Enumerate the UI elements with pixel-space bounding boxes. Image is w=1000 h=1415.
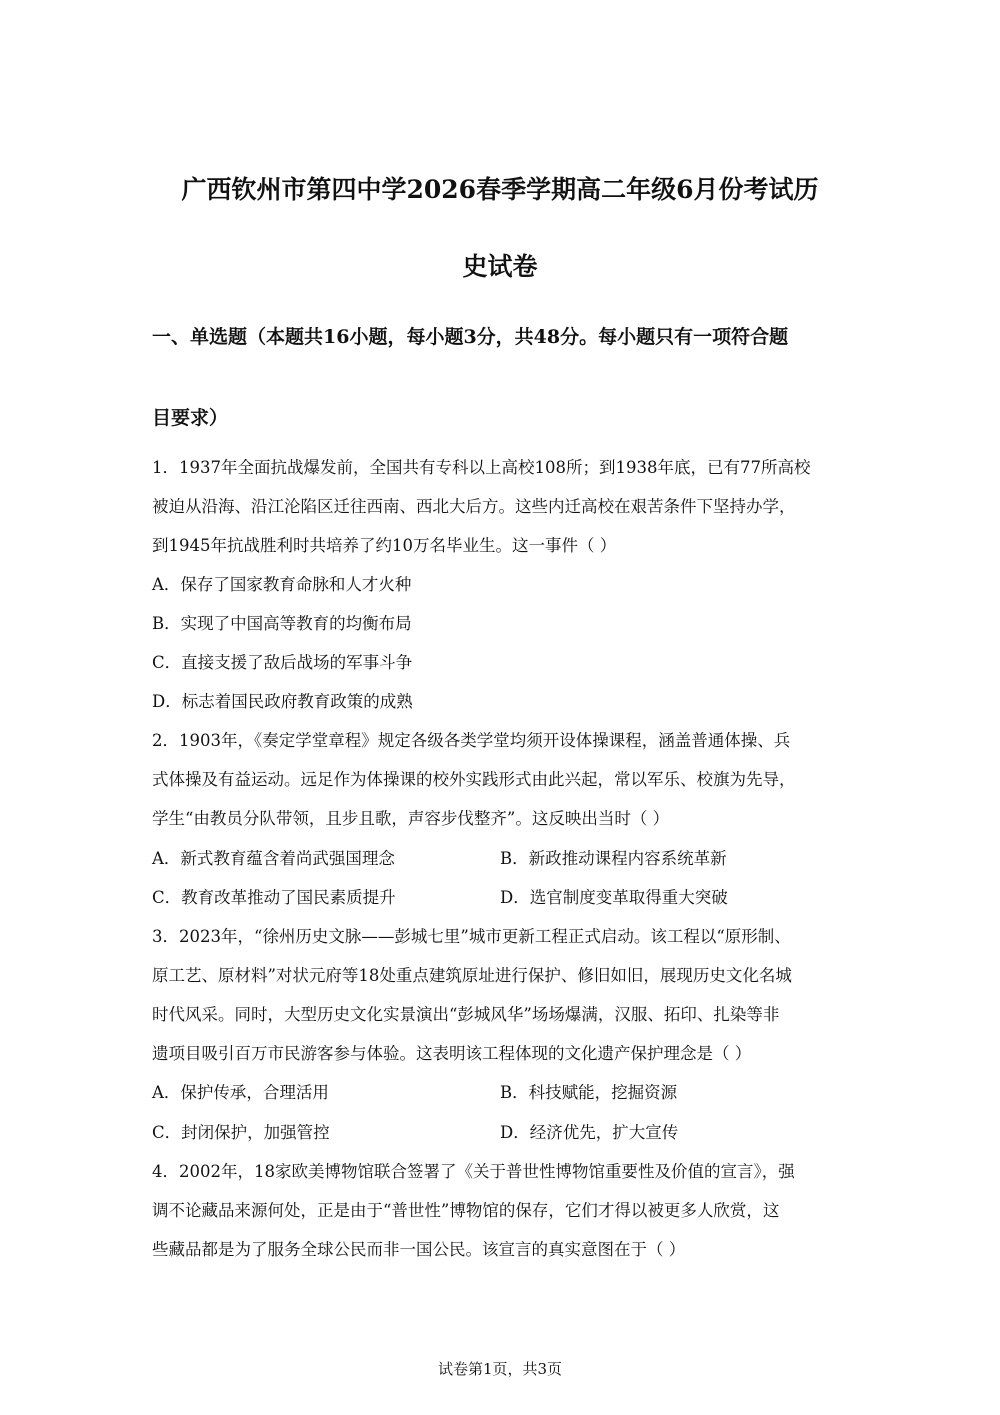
section-heading-line1: 一、单选题（本题共16小题，每小题3分，共48分。每小题只有一项符合题 [152,326,789,348]
question-3-stem-line4: 遗项目吸引百万市民游客参与体验。这表明该工程体现的文化遗产保护理念是（ ） [152,1044,752,1063]
section-heading-line2: 目要求） [152,407,229,429]
question-1-option-b: B．实现了中国高等教育的均衡布局 [152,614,412,633]
question-2-stem-line3: 学生“由教员分队带领，且步且歌，声容步伐整齐”。这反映出当时（ ） [152,809,670,828]
question-4-stem-line1: 4．2002年，18家欧美博物馆联合签署了《关于普世性博物馆重要性及价值的宣言》，强 [152,1162,795,1181]
question-1-option-d: D．标志着国民政府教育政策的成熟 [152,692,413,711]
question-3-option-d: D．经济优先，扩大宣传 [500,1123,679,1142]
exam-title-line1: 广西钦州市第四中学2026春季学期高二年级6月份考试历 [181,175,819,204]
question-4-stem-line2: 调不论藏品来源何处，正是由于“普世性”博物馆的保存，它们才得以被更多人欣赏，这 [152,1201,780,1220]
question-3-option-a: A．保护传承，合理活用 [152,1083,329,1102]
question-1-stem-line1: 1．1937年全面抗战爆发前，全国共有专科以上高校108所；到1938年底，已有77所高校 [152,458,811,477]
question-1-option-a: A．保存了国家教育命脉和人才火种 [152,575,412,594]
page-footer: 试卷第1页，共3页 [437,1360,563,1378]
question-2-option-c: C．教育改革推动了国民素质提升 [152,888,396,907]
question-2-stem-line1: 2．1903年，《奏定学堂章程》规定各级各类学堂均须开设体操课程，涵盖普通体操、兵 [152,731,791,750]
question-2-stem-line2: 式体操及有益运动。远足作为体操课的校外实践形式由此兴起，常以军乐、校旗为先导， [152,770,796,789]
question-1-stem-line3: 到1945年抗战胜利时共培养了约10万名毕业生。这一事件（ ） [152,536,617,555]
question-3-stem-line1: 3．2023年，“徐州历史文脉——彭城七里”城市更新工程正式启动。该工程以“原形制、 [152,927,791,946]
exam-title-line2: 史试卷 [462,252,538,281]
question-1-stem-line2: 被迫从沿海、沿江沦陷区迁往西南、西北大后方。这些内迁高校在艰苦条件下坚持办学， [152,497,796,516]
question-3-stem-line2: 原工艺、原材料”对状元府等18处重点建筑原址进行保护、修旧如旧，展现历史文化名城 [152,966,792,985]
question-4-stem-line3: 些藏品都是为了服务全球公民而非一国公民。该宣言的真实意图在于（ ） [152,1240,686,1259]
question-2-option-d: D．选官制度变革取得重大突破 [500,888,728,907]
question-2-option-a: A．新式教育蕴含着尚武强国理念 [152,849,395,868]
question-3-option-c: C．封闭保护，加强管控 [152,1123,330,1142]
question-3-stem-line3: 时代风采。同时，大型历史文化实景演出“彭城风华”场场爆满，汉服、拓印、扎染等非 [152,1005,780,1024]
question-2-option-b: B．新政推动课程内容系统革新 [500,849,727,868]
question-1-option-c: C．直接支援了敌后战场的军事斗争 [152,653,413,672]
question-3-option-b: B．科技赋能，挖掘资源 [500,1083,678,1102]
